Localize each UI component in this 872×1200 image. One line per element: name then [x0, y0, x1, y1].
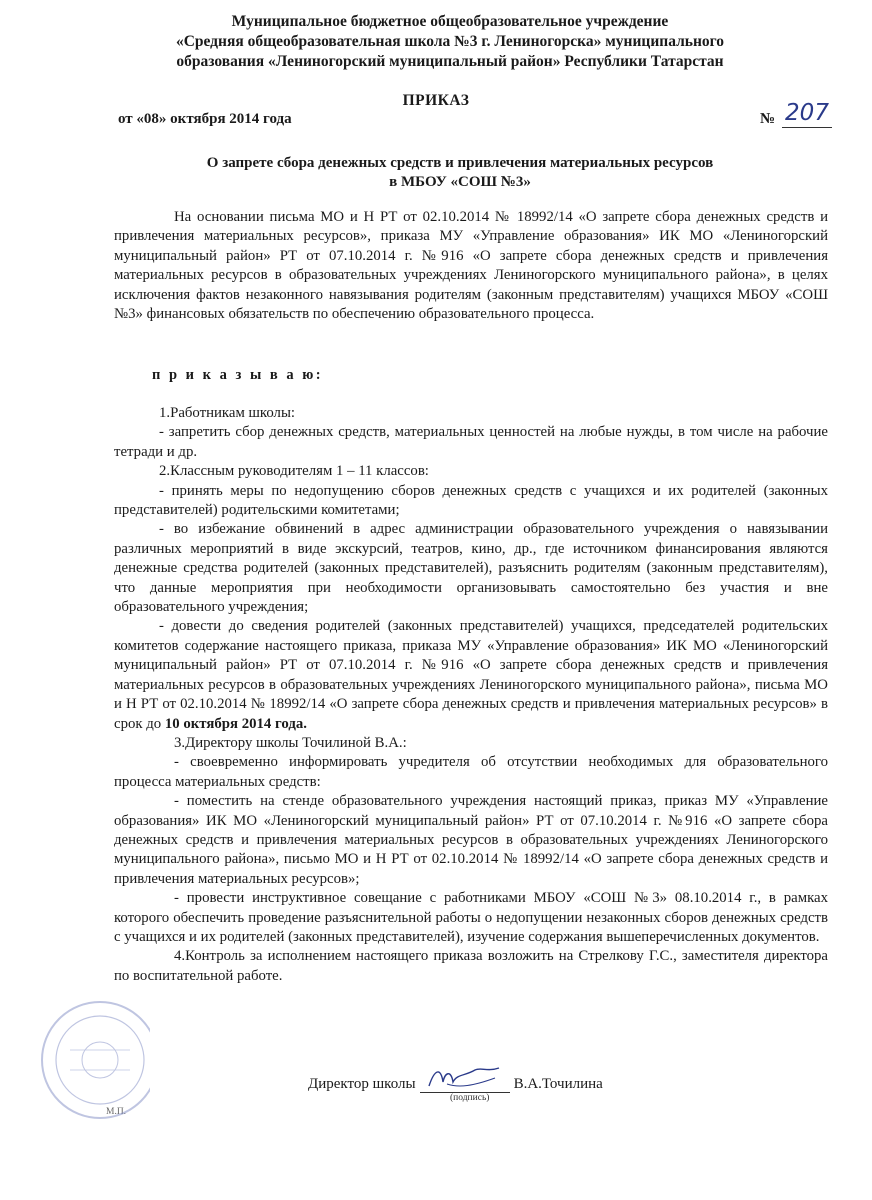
- signature-scribble: [425, 1064, 505, 1092]
- order-subject: [150, 154, 770, 192]
- item-4: 4.Контроль за исполнением настоящего приказа возложить на Стрелкову Г.С., заместителя директора по воспитательной работе.: [114, 948, 828, 984]
- deadline: 10 октября 2014 года.: [164, 715, 307, 732]
- intro-text: На основании письма МО и Н РТ от 02.10.2014 № 18992/14 «О запрете сбора денежных средств и привлечения материальных ресурсов», приказа МУ «Управление образования» ИК МО «Лениногорский муниципальный район» РТ от 07.10.2014 г. №916 «О запрете сбора денежных средств и привлечения материальных ресурсов в образовательных учреждениях Лениногорского муниципального района», в целях исключения фактов незаконного навязывания родителям (законным представителям) учащихся МБОУ «СОШ №3» финансовых обязательств по обеспечению образовательного процесса.: [114, 209, 828, 323]
- item-2-heading: 2.Классным руководителям 1 – 11 классов:: [159, 463, 429, 480]
- order-word: п р и к а з ы в а ю:: [152, 367, 324, 383]
- signature-block: [308, 1070, 603, 1093]
- item-2c: [114, 617, 828, 733]
- school-header: [100, 12, 800, 72]
- header-line: «Средняя общеобразовательная школа №3 г. Лениногорска» муниципального: [175, 33, 725, 50]
- school-stamp: [40, 990, 150, 1130]
- item-1-heading: 1.Работникам школы:: [159, 405, 295, 421]
- subject-line: в МБОУ «СОШ №3»: [389, 174, 531, 190]
- order-items: [114, 404, 828, 986]
- signature-line: [420, 1070, 510, 1093]
- item-1a: - запретить сбор денежных средств, материальных ценностей на любые нужды, в том числе на рабочие тетради и др.: [114, 424, 828, 460]
- intro-paragraph: [114, 208, 828, 324]
- item-3a: - своевременно информировать учредителя об отсутствии необходимых для образовательного процесса материальных средств:: [114, 754, 828, 790]
- order-number-label: №: [760, 111, 776, 127]
- item-2c-text: - довести до сведения родителей (законных представителей) учащихся, председателей родительских комитетов содержание настоящего приказа, приказа МУ «Управление образования» ИК МО «Лениногорский муниципальный район» РТ от 07.10.2014 г. №916 «О запрете сбора денежных средств и привлечения материальных ресурсов в образовательных учреждениях Лениногорского муниципального района», письма МО и Н РТ от 02.10.2014 № 18992/14 «О запрете сбора денежных средств и привлечения материальных ресурсов» в срок до: [114, 618, 828, 732]
- signer-role: Директор школы: [308, 1076, 416, 1092]
- signer-name: В.А.Точилина: [513, 1076, 603, 1092]
- order-number-handwritten: 207: [782, 99, 832, 128]
- order-title: ПРИКАЗ: [402, 92, 470, 109]
- item-2b: - во избежание обвинений в адрес администрации образовательного учреждения о навязывании различных мероприятий в виде экскурсий, театров, кино, др., где источником финансирования являются денежные средства родителей (законных представителей), разъяснить родителям (законным представителям), что данные мероприятия при необходимости организовывать самостоятельно без участия и вне образовательного учреждения;: [114, 521, 828, 616]
- order-date: от «08» октября 2014 года: [118, 111, 292, 127]
- signature-caption: (подпись): [450, 1093, 490, 1103]
- stamp-place-label: М.П.: [106, 1107, 127, 1117]
- header-line: образования «Лениногорский муниципальный район» Республики Татарстан: [176, 53, 724, 70]
- header-line: Муниципальное бюджетное общеобразовательное учреждение: [231, 13, 669, 30]
- item-3b: - поместить на стенде образовательного учреждения настоящий приказ, приказ МУ «Управление образования» ИК МО «Лениногорский муниципальный район» РТ от 07.10.2014 г. №916 «О запрете сбора денежных средств и привлечения материальных ресурсов в образовательных учреждениях Лениногорского муниципального района», письмо МО и Н РТ от 02.10.2014 № 18992/14 «О запрете сбора денежных средств и привлечения материальных ресурсов»;: [114, 793, 828, 887]
- item-3c: - провести инструктивное совещание с работниками МБОУ «СОШ №3» 08.10.2014 г., в рамках которого обеспечить проведение разъяснительной работы о недопущении незаконных сборов денежных средств с учащихся и их родителей (законных представителей), изучение содержания вышеперечисленных документов.: [114, 890, 828, 945]
- subject-line: О запрете сбора денежных средств и привлечения материальных ресурсов: [206, 155, 714, 171]
- item-2a: - принять меры по недопущению сборов денежных средств с учащихся и их родителей (законных представителей) родительскими комитетами;: [114, 482, 828, 519]
- item-3-heading: 3.Директору школы Точилиной В.А.:: [174, 734, 407, 751]
